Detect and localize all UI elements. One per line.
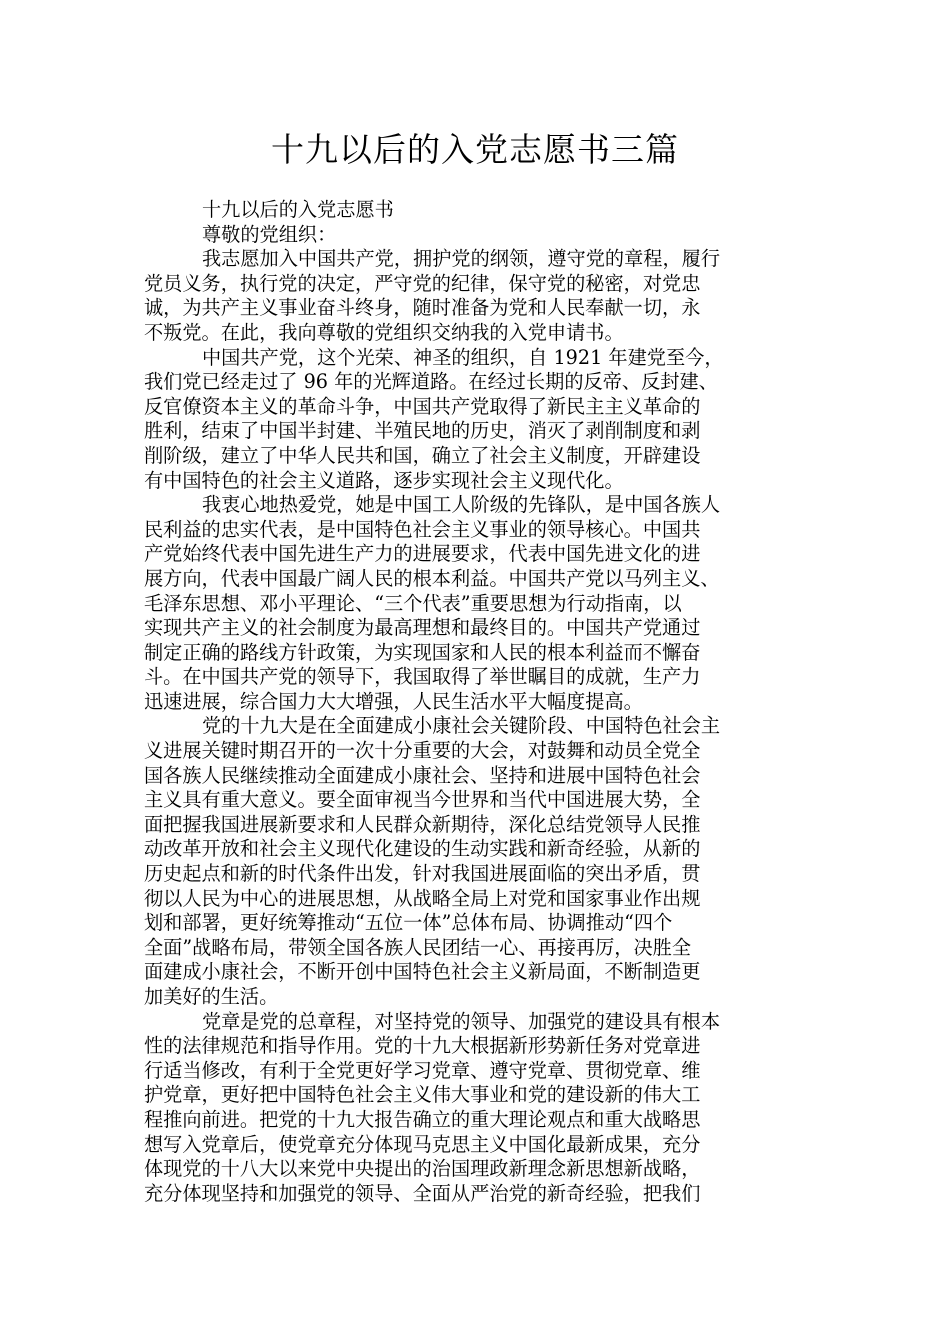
text-line: 面建成小康社会，不断开创中国特色社会主义新局面，不断制造更 bbox=[144, 960, 701, 984]
text-line: 加美好的生活。 bbox=[144, 985, 279, 1008]
text-line: 十九以后的入党志愿书 bbox=[202, 198, 394, 221]
text-line: 党员义务，执行党的决定，严守党的纪律，保守党的秘密，对党忠 bbox=[144, 271, 701, 295]
text-line: 有中国特色的社会主义道路，逐步实现社会主义现代化。 bbox=[144, 468, 624, 492]
text-line: 展方向，代表中国最广阔人民的根本利益。中国共产党以马列主义、 bbox=[144, 566, 720, 590]
document-body bbox=[144, 198, 808, 1206]
text-line: 体现党的十八大以来党中央提出的治国理政新理念新思想新战略， bbox=[144, 1157, 701, 1181]
text-line: 划和部署，更好统筹推动“五位一体”总体布局、协调推动“四个 bbox=[144, 911, 673, 935]
document-title: 十九以后的入党志愿书三篇 bbox=[271, 130, 679, 169]
text-line: 民利益的忠实代表，是中国特色社会主义事业的领导核心。中国共 bbox=[144, 517, 701, 541]
text-line: 毛泽东思想、邓小平理论、“三个代表”重要思想为行动指南，以 bbox=[144, 591, 682, 615]
text-line: 程推向前进。把党的十九大报告确立的重大理论观点和重大战略思 bbox=[144, 1107, 701, 1131]
text-line: 全面”战略布局，带领全国各族人民团结一心、再接再厉，决胜全 bbox=[144, 935, 692, 959]
text-line: 胜利，结束了中国半封建、半殖民地的历史，消灭了剥削制度和剥 bbox=[144, 419, 701, 443]
text-line: 我们党已经走过了 96 年的光辉道路。在经过长期的反帝、反封建、 bbox=[144, 370, 718, 394]
text-line: 性的法律规范和指导作用。党的十九大根据新形势新任务对党章进 bbox=[144, 1034, 701, 1058]
text-line: 想写入党章后，使党章充分体现马克思主义中国化最新成果，充分 bbox=[144, 1132, 701, 1156]
text-line: 党的十九大是在全面建成小康社会关键阶段、中国特色社会主 bbox=[202, 714, 721, 738]
text-line: 削阶级，建立了中华人民共和国，确立了社会主义制度，开辟建设 bbox=[144, 443, 701, 467]
text-line: 党章是党的总章程，对坚持党的领导、加强党的建设具有根本 bbox=[202, 1009, 721, 1033]
text-line: 护党章，更好把中国特色社会主义伟大事业和党的建设新的伟大工 bbox=[144, 1083, 701, 1107]
text-line: 动改革开放和社会主义现代化建设的生动实践和新奇经验，从新的 bbox=[144, 837, 701, 861]
text-line: 国各族人民继续推动全面建成小康社会、坚持和进展中国特色社会 bbox=[144, 763, 701, 787]
text-line: 彻以人民为中心的进展思想，从战略全局上对党和国家事业作出规 bbox=[144, 886, 701, 910]
text-line: 制定正确的路线方针政策，为实现国家和人民的根本利益而不懈奋 bbox=[144, 640, 701, 664]
text-line: 实现共产主义的社会制度为最高理想和最终目的。中国共产党通过 bbox=[144, 616, 701, 640]
text-line: 诚，为共产主义事业奋斗终身，随时准备为党和人民奉献一切，永 bbox=[144, 296, 701, 320]
text-line: 产党始终代表中国先进生产力的进展要求，代表中国先进文化的进 bbox=[144, 542, 701, 566]
text-line: 迅速进展，综合国力大大增强，人民生活水平大幅度提高。 bbox=[144, 689, 643, 713]
text-line: 面把握我国进展新要求和人民群众新期待，深化总结党领导人民推 bbox=[144, 812, 701, 836]
text-line: 行适当修改，有利于全党更好学习党章、遵守党章、贯彻党章、维 bbox=[144, 1058, 701, 1082]
text-line: 不叛党。在此，我向尊敬的党组织交纳我的入党申请书。 bbox=[144, 320, 624, 344]
text-line: 反官僚资本主义的革命斗争，中国共产党取得了新民主主义革命的 bbox=[144, 394, 701, 418]
text-line: 充分体现坚持和加强党的领导、全面从严治党的新奇经验，把我们 bbox=[144, 1181, 701, 1205]
text-line: 历史起点和新的时代条件出发，针对我国进展面临的突出矛盾，贯 bbox=[144, 862, 701, 886]
text-line: 主义具有重大意义。要全面审视当今世界和当代中国进展大势，全 bbox=[144, 788, 701, 812]
text-line: 中国共产党，这个光荣、神圣的组织，自 1921 年建党至今， bbox=[202, 345, 724, 369]
text-line: 义进展关键时期召开的一次十分重要的大会，对鼓舞和动员全党全 bbox=[144, 739, 701, 763]
text-line: 我衷心地热爱党，她是中国工人阶级的先锋队，是中国各族人 bbox=[202, 493, 721, 517]
text-line: 斗。在中国共产党的领导下，我国取得了举世瞩目的成就，生产力 bbox=[144, 665, 701, 689]
text-line: 我志愿加入中国共产党，拥护党的纲领，遵守党的章程，履行 bbox=[202, 247, 721, 271]
text-line: 尊敬的党组织： bbox=[202, 222, 337, 246]
